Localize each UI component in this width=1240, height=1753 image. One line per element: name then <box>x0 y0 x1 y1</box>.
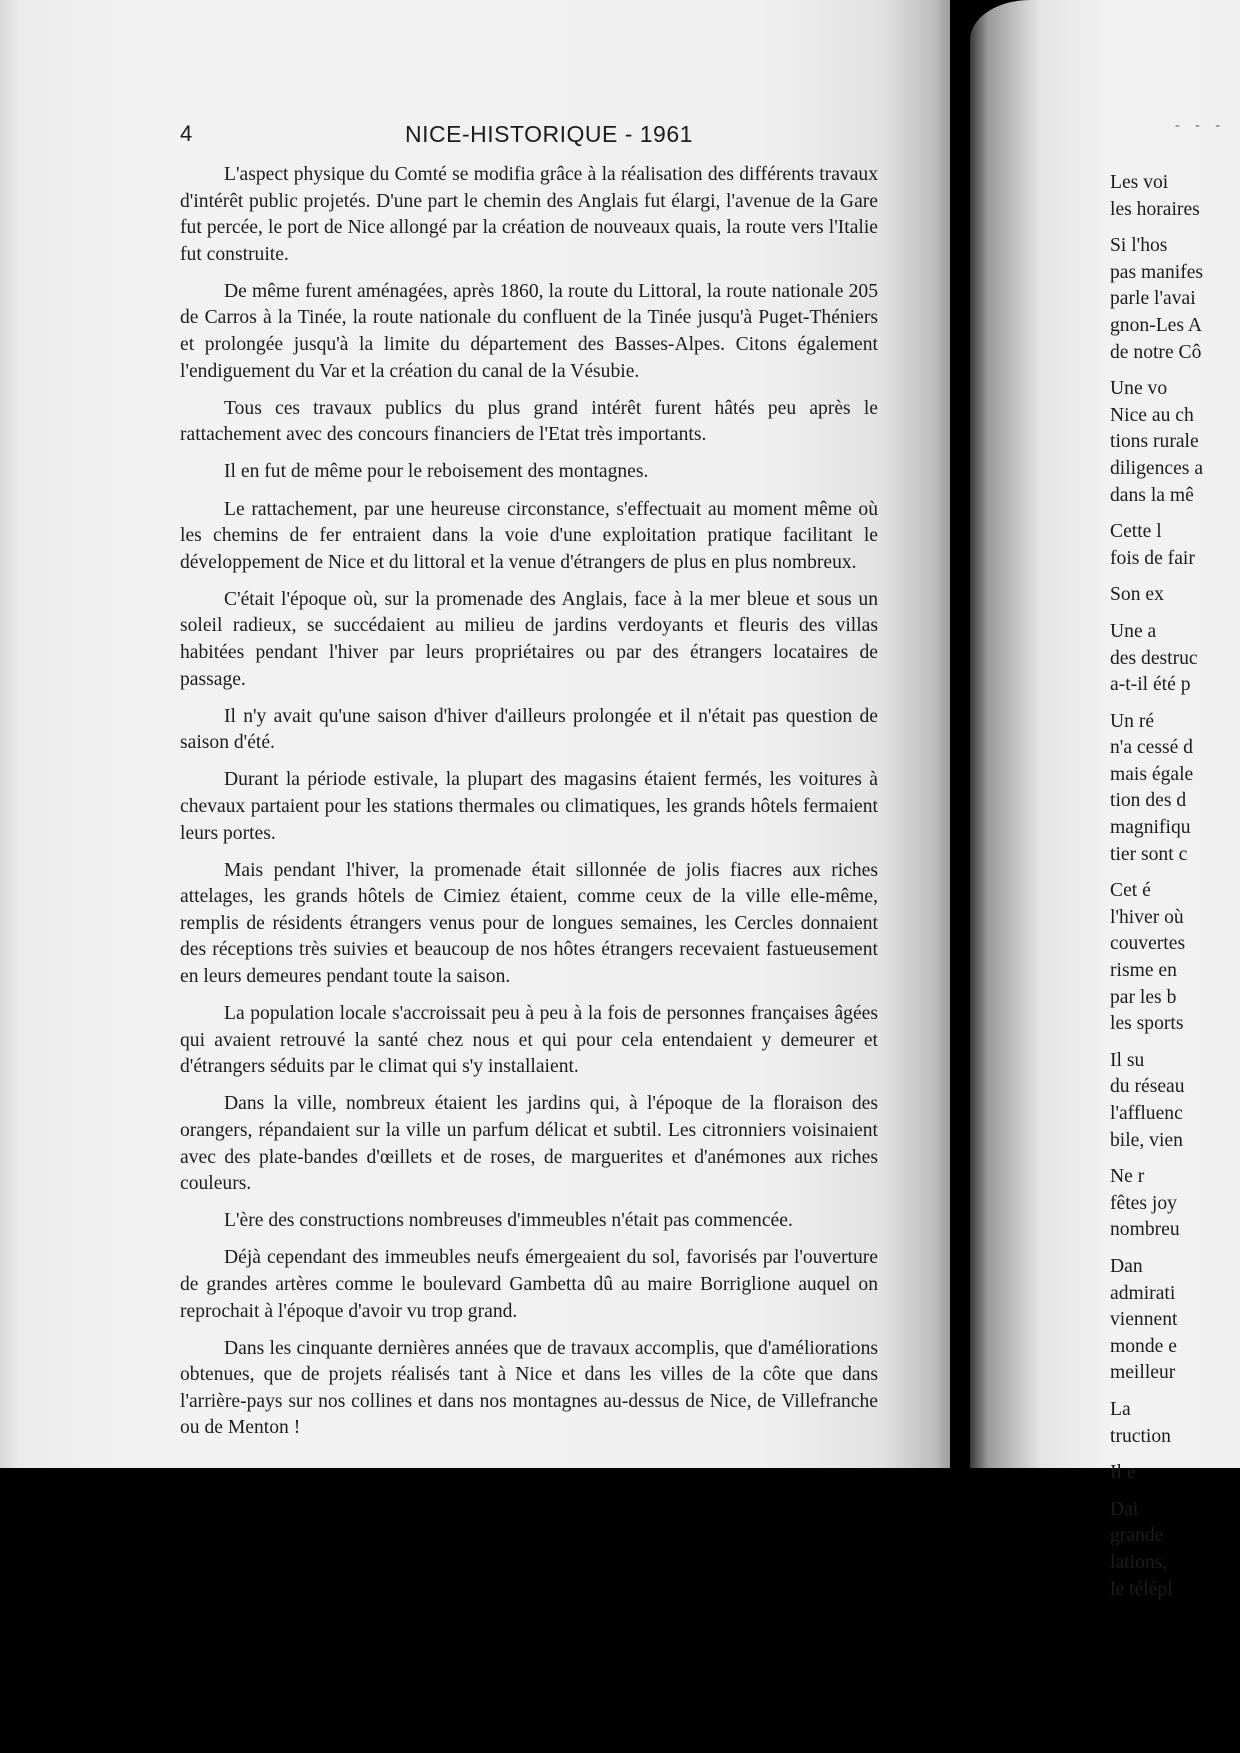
right-page-line: n'a cessé d <box>1110 737 1193 759</box>
right-page-line: parle l'avai <box>1110 288 1196 310</box>
right-page-line: grande <box>1110 1525 1164 1547</box>
right-page-gap <box>1110 572 1240 582</box>
right-page-gap <box>1110 1154 1240 1164</box>
running-title: NICE-HISTORIQUE - 1961 <box>405 121 693 147</box>
right-page-line: Un ré <box>1110 710 1155 732</box>
right-page-line: Son ex <box>1110 584 1164 606</box>
right-page-line: Dan <box>1110 1255 1143 1277</box>
paragraph: Mais pendant l'hiver, la promenade était sillonnée de jolis fiacres aux riches attelages, les grands hôtels de Cimiez étaient, comme ceux de la ville elle-même, remplis de résidents étrangers venus pour de longues semaines, les Cercles donnaient des réceptions très suivies et beaucoup de nos hôtes étrangers recevaient fastueusement en leurs demeures pendant toute la saison. <box>180 859 878 988</box>
paragraph: Déjà cependant des immeubles neufs émergeaient du sol, favorisés par l'ouverture de grandes artères comme le boulevard Gambetta dû au maire Borriglione auquel on reprochait à l'époque d'avoir vu trop grand. <box>180 1247 878 1322</box>
right-page-line: viennent <box>1110 1309 1178 1331</box>
right-page-gap <box>1110 1450 1240 1460</box>
right-page-gap <box>1110 868 1240 878</box>
right-page-line: les sports <box>1110 1013 1184 1035</box>
right-page-line: tier sont c <box>1110 843 1188 865</box>
paragraph: La population locale s'accroissait peu à peu à la fois de personnes françaises âgées qui avaient retrouvé la santé chez nous et qui pour cela entendaient y demeurer et d'étrangers séduits par le climat qui s'y installaient. <box>180 1003 878 1078</box>
right-page-line: a-t-il été p <box>1110 674 1191 696</box>
right-page-text-fragments <box>1110 170 1240 1603</box>
right-page-line: Cette l <box>1110 521 1162 543</box>
right-page-gap <box>1110 699 1240 709</box>
right-page-line: magnifiqu <box>1110 817 1191 839</box>
right-page-line: La <box>1110 1398 1131 1420</box>
right-page-gap <box>1110 366 1240 376</box>
paragraph: Il en fut de même pour le reboisement des montagnes. <box>224 461 649 483</box>
page-header <box>180 121 920 151</box>
paragraph: L'aspect physique du Comté se modifia grâce à la réalisation des différents travaux d'intérêt public projetés. D'une part le chemin des Anglais fut élargi, l'avenue de la Gare fut percée, le port de Nice allongé par la création de nouveaux quais, la route vers l'Italie fut construite. <box>180 164 878 265</box>
scan-background <box>0 1468 1240 1753</box>
right-page-line: Les voi <box>1110 172 1169 193</box>
right-page-line: du réseau <box>1110 1076 1185 1098</box>
right-page-line: pas manifes <box>1110 261 1204 283</box>
right-page-line: le télépl <box>1110 1578 1173 1600</box>
right-page-line: fois de fair <box>1110 547 1195 569</box>
right-page-line: truction <box>1110 1425 1171 1447</box>
right-page-line: mais égale <box>1110 763 1194 785</box>
right-page-line: bile, vien <box>1110 1129 1183 1151</box>
paragraph: C'était l'époque où, sur la promenade des Anglais, face à la mer bleue et sous un soleil radieux, se succédaient au milieu de jardins verdoyants et fleuris des villas habitées pendant l'hiver par leurs propriétaires ou par des étrangers locataires de passage. <box>180 588 878 690</box>
right-page-line: admirati <box>1110 1282 1176 1304</box>
right-page-line: risme en <box>1110 960 1177 982</box>
right-page-gap <box>1110 1244 1240 1254</box>
body-text <box>180 162 878 1453</box>
right-page-line: Dai <box>1110 1498 1139 1520</box>
right-page-line: des destruc <box>1110 647 1198 669</box>
right-page-line: l'affluenc <box>1110 1103 1183 1124</box>
paragraph: Dans les cinquante dernières années que de travaux accomplis, que d'améliorations obtenues, que de projets réalisés tant à Nice et dans les villes de la côte que dans l'arrière-pays sur nos collines et dans nos montagnes au-dessus de Nice, de Villefranche ou de Menton ! <box>180 1337 878 1439</box>
right-page-header-mark: - - - <box>1175 118 1226 133</box>
right-page-gap <box>1110 1487 1240 1497</box>
right-page-line: couvertes <box>1110 933 1186 955</box>
right-page-line: lations, <box>1110 1551 1168 1573</box>
right-page-line: par les b <box>1110 986 1177 1008</box>
right-page-line: les horaires <box>1110 198 1200 220</box>
right-page-line: Si l'hos <box>1110 235 1168 257</box>
right-page-line: Cet é <box>1110 880 1151 902</box>
right-page-line: Une vo <box>1110 378 1168 400</box>
paragraph: L'ère des constructions nombreuses d'immeubles n'était pas commencée. <box>224 1210 793 1232</box>
paragraph: Il n'y avait qu'une saison d'hiver d'ailleurs prolongée et il n'était pas question de saison d'été. <box>180 705 878 754</box>
right-page-gap <box>1110 609 1240 619</box>
paragraph: De même furent aménagées, après 1860, la route du Littoral, la route nationale 205 de Carros à la Tinée, la route nationale du confluent de la Tinée jusqu'à Puget-Théniers et prolongée jusqu'à la limite du département des Basses-Alpes. Citons également l'endiguement du Var et la création du canal de la Vésubie. <box>180 280 878 382</box>
right-page-gap <box>1110 1387 1240 1397</box>
right-page-line: tions rurale <box>1110 431 1199 453</box>
page-number: 4 <box>180 121 193 146</box>
right-page-line: nombreu <box>1110 1219 1180 1241</box>
right-page-line: gnon-Les A <box>1110 314 1202 336</box>
right-page-line: Ne r <box>1110 1166 1145 1188</box>
right-page-line: Il su <box>1110 1049 1145 1071</box>
right-page-line: meilleur <box>1110 1362 1176 1384</box>
right-page-line: tion des d <box>1110 790 1187 812</box>
right-page-line: Nice au ch <box>1110 404 1194 426</box>
right-page-line: monde e <box>1110 1335 1177 1357</box>
right-page-gap <box>1110 1038 1240 1048</box>
right-page-line: Une a <box>1110 620 1157 642</box>
right-page-line: fêtes joy <box>1110 1192 1177 1214</box>
paragraph: Le rattachement, par une heureuse circonstance, s'effectuait au moment même où les chemins de fer entraient dans la voie d'une exploitation pratique facilitant le développement de Nice et du littoral et la venue d'étrangers de plus en plus nombreux. <box>180 498 878 573</box>
right-page-line: dans la mê <box>1110 484 1194 506</box>
paragraph: Dans la ville, nombreux étaient les jardins qui, à l'époque de la floraison des orangers, répandaient sur la ville un parfum délicat et subtil. Les citronniers voisinaient avec des plate-bandes d'œillets et de roses, de marguerites et d'anémones aux riches couleurs. <box>180 1093 878 1195</box>
right-page-gap <box>1110 509 1240 519</box>
paragraph: Tous ces travaux publics du plus grand intérêt furent hâtés peu après le rattachement avec des concours financiers de l'Etat très importants. <box>180 397 878 446</box>
right-page-line: diligences a <box>1110 457 1204 479</box>
paragraph: Durant la période estivale, la plupart des magasins étaient fermés, les voitures à chevaux partaient pour les stations thermales ou climatiques, les grands hôtels fermaient leurs portes. <box>180 769 878 844</box>
right-page-line: de notre Cô <box>1110 341 1202 363</box>
right-page-gap <box>1110 223 1240 233</box>
right-page-line: l'hiver où <box>1110 906 1184 928</box>
right-page-line: Il e <box>1110 1462 1136 1484</box>
